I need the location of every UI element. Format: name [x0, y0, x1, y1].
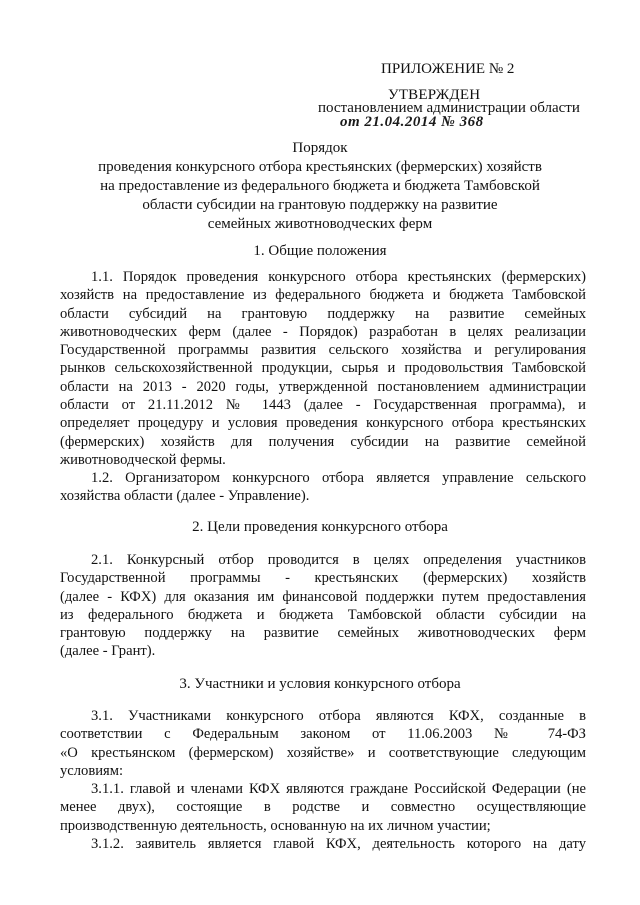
text-line: «О крестьянском (фермерском) хозяйстве» и соответствующие следующим — [60, 744, 586, 761]
text-line: 3.1. Участниками конкурсного отбора являются КФХ, созданные в — [91, 708, 586, 724]
section-3-heading: 3. Участники и условия конкурсного отбора — [179, 676, 461, 692]
paragraph-3-1-2 — [60, 835, 586, 853]
text-line: (фермерских) хозяйств для получения субсидии на развитие семейной — [60, 433, 586, 450]
title-line: Порядок — [292, 140, 348, 156]
text-line: хозяйства области (далее - Управление). — [60, 488, 310, 505]
title-line: проведения конкурсного отбора крестьянских (фермерских) хозяйств — [98, 159, 542, 175]
decree-line: постановлением администрации области — [318, 100, 580, 116]
paragraph-2-1 — [60, 551, 586, 661]
handwritten-date: от 21.04.2014 № 368 — [340, 114, 484, 130]
text-line: 2.1. Конкурсный отбор проводится в целях определения участников — [91, 552, 586, 568]
text-line: грантовую поддержку на развитие семейных животноводческих ферм — [60, 625, 586, 642]
text-line: Государственной программы - крестьянских (фермерских) хозяйств — [60, 570, 586, 587]
section-1-heading: 1. Общие положения — [253, 243, 387, 259]
text-line: 1.2. Организатором конкурсного отбора является управление сельского — [91, 470, 586, 486]
text-line: соответствии с Федеральным законом от 11.06.2003 № 74-ФЗ — [60, 726, 586, 743]
appendix-number: ПРИЛОЖЕНИЕ № 2 — [381, 61, 515, 77]
text-line: рынков сельскохозяйственной продукции, сырья и продовольствия Тамбовской — [60, 360, 586, 377]
text-line: менее двух), состоящие в родстве и совместно осуществляющие — [60, 799, 586, 816]
text-line: хозяйств на предоставление из федерального бюджета и бюджета Тамбовской — [60, 287, 586, 304]
text-line: (далее - КФХ) для оказания им финансовой поддержки путем предоставления — [60, 588, 586, 605]
paragraph-1-1 — [60, 268, 586, 469]
text-line: 1.1. Порядок проведения конкурсного отбора крестьянских (фермерских) — [91, 269, 586, 285]
text-line: (далее - Грант). — [60, 643, 156, 660]
text-line: из федерального бюджета и бюджета Тамбовской области субсидии на — [60, 606, 586, 623]
title-line: области субсидии на грантовую поддержку на развитие — [142, 197, 498, 213]
title-line: на предоставление из федерального бюджета и бюджета Тамбовской — [100, 178, 540, 194]
text-line: 3.1.1. главой и членами КФХ являются граждане Российской Федерации (не — [91, 781, 586, 797]
text-line: определяет процедуру и условия проведения конкурсного отбора крестьянских — [60, 415, 586, 432]
paragraph-3-1 — [60, 707, 586, 780]
approved-label: УТВЕРЖДЕН — [388, 87, 481, 103]
title-line: семейных животноводческих ферм — [207, 216, 433, 232]
text-line: области на 2013 - 2020 годы, утвержденной постановлением администрации — [60, 378, 586, 395]
document-title — [60, 139, 580, 234]
text-line: Государственной программы развития сельского хозяйства и регулирования — [60, 342, 586, 359]
text-line: области от 21.11.2012 № 1443 (далее - Государственная программа), и — [60, 397, 586, 414]
text-line: животноводческой фермы. — [60, 451, 226, 468]
text-line: условиям: — [60, 762, 124, 779]
text-line: 3.1.2. заявитель является главой КФХ, деятельность которого на дату — [91, 836, 586, 852]
text-line: животноводческих ферм (далее - Порядок) разработан в целях реализации — [60, 323, 586, 340]
text-line: области субсидий на грантовую поддержку на развитие семейных — [60, 305, 586, 322]
paragraph-1-2 — [60, 469, 586, 506]
section-2-heading: 2. Цели проведения конкурсного отбора — [192, 519, 448, 535]
text-line: производственную деятельность, основанную на их личном участии; — [60, 817, 491, 834]
paragraph-3-1-1 — [60, 780, 586, 835]
